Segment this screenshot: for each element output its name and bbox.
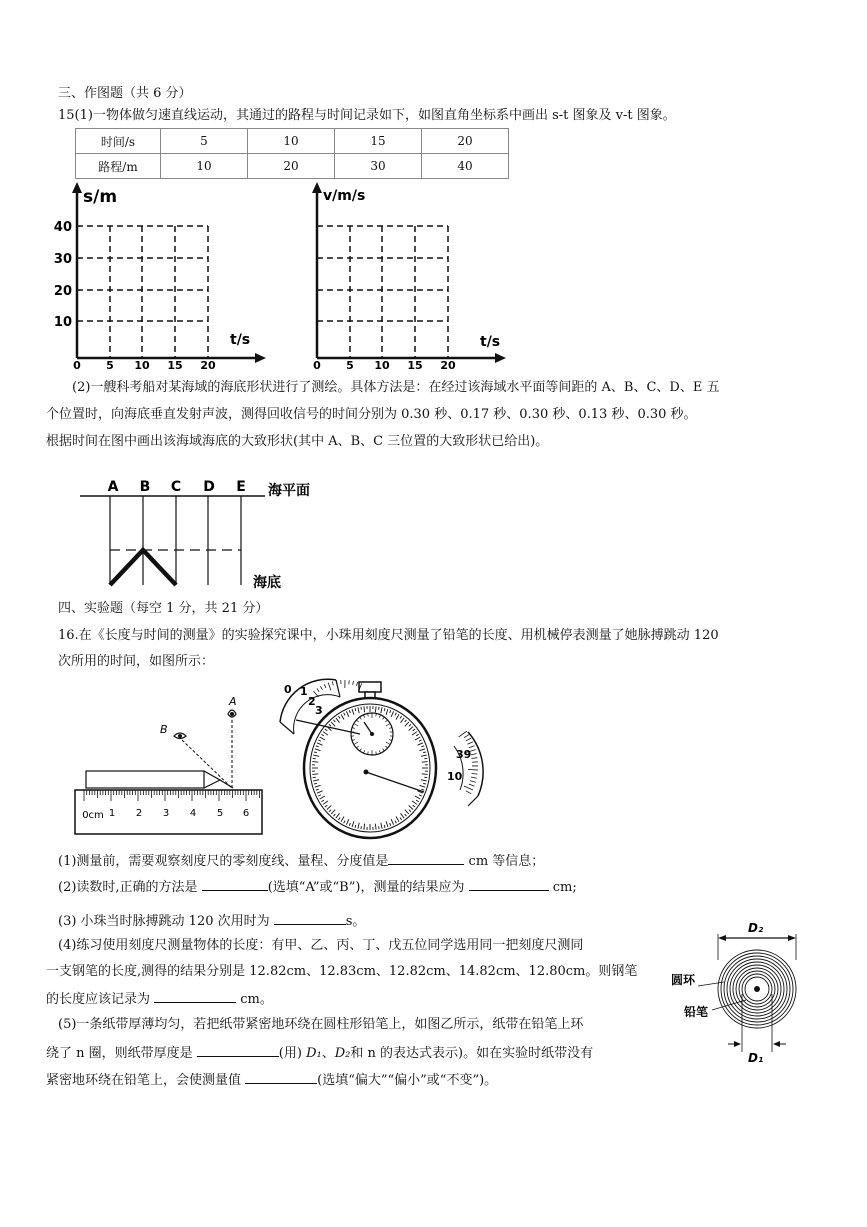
x-tick-label: 0 xyxy=(313,359,321,370)
table-row xyxy=(76,129,509,154)
tick-mark xyxy=(324,684,326,688)
v-t-ylabel: v/m/s xyxy=(323,188,366,204)
tick-mark xyxy=(468,769,478,770)
big-dial-label: 10 xyxy=(447,770,463,783)
tick-mark xyxy=(471,758,477,759)
q16-4-line3 xyxy=(46,990,273,1008)
s-t-xlabel: t/s xyxy=(230,332,251,348)
x-tick-label: 5 xyxy=(106,359,114,370)
q16-4-suffix: cm。 xyxy=(236,992,273,1007)
table-cell: 30 xyxy=(335,154,422,179)
eye-b-label: B xyxy=(160,723,168,736)
q16-3-text: (3) 小珠当时脉搏跳动 120 次用时为 xyxy=(58,914,274,929)
small-dial-label: 0 xyxy=(284,683,292,696)
q16-1 xyxy=(58,852,544,870)
tick-mark xyxy=(422,774,428,775)
q16-2-suffix: cm; xyxy=(548,880,577,895)
q16-2-text: (2)读数时,正确的方法是 xyxy=(58,880,202,895)
x-tick-label: 10 xyxy=(374,359,390,370)
tick-mark xyxy=(353,681,354,685)
table-row xyxy=(76,154,509,179)
q15-part2-line3: 根据时间在图中画出该海域海底的大致形状(其中 A、B、C 三位置的大致形状已给出)。 xyxy=(46,434,549,449)
q16-2-mid: (选填“A”或“B”)，测量的结果应为 xyxy=(267,880,469,895)
point-label-d: D xyxy=(203,479,215,495)
v-t-graph xyxy=(290,180,510,370)
q16-5-text: 绕了 n 圈，则纸带厚度是 xyxy=(46,1046,197,1061)
point-label-e: E xyxy=(236,479,246,495)
q15-part1-text: 15(1)一物体做匀速直线运动，其通过的路程与时间记录如下，如图直角坐标系中画出 s-t 图象及 v-t 图象。 xyxy=(58,108,676,123)
ring-label: 圆环 xyxy=(671,973,696,987)
sea-floor-diagram xyxy=(70,475,340,590)
table-cell: 路程/m xyxy=(76,154,161,179)
tick-mark xyxy=(364,824,365,830)
ruler-label: 5 xyxy=(216,808,224,819)
distance-time-table xyxy=(75,128,509,179)
ruler-label: 4 xyxy=(189,808,197,819)
tick-mark xyxy=(466,791,471,794)
section3-heading: 三、作图题（共 6 分） xyxy=(58,86,192,101)
d2-symbol: D₂ xyxy=(334,1046,351,1061)
tick-mark xyxy=(317,688,319,691)
q16-1-suffix: cm 等信息； xyxy=(464,854,545,869)
tick-mark xyxy=(364,706,365,712)
tick-mark xyxy=(464,786,473,790)
q16-intro-line1: 16.在《长度与时间的测量》的实验探究课中，小珠用刻度尺测量了铅笔的长度、用机械停表测量了她脉搏跳动 120 xyxy=(58,628,719,643)
tick-mark xyxy=(312,774,318,775)
q16-1-text: (1)测量前，需要观察刻度尺的零刻度线、量程、分度值是 xyxy=(58,854,389,869)
ruler-label: 2 xyxy=(135,808,143,819)
tick-mark xyxy=(471,754,477,755)
y-tick-label: 40 xyxy=(53,220,72,235)
x-tick-label: 10 xyxy=(134,359,150,370)
s-t-ylabel: s/m xyxy=(83,187,118,207)
q16-intro-line2: 次所用的时间，如图所示： xyxy=(58,654,215,669)
tick-mark xyxy=(332,681,333,685)
q16-3-suffix: s。 xyxy=(345,914,366,929)
table-cell: 20 xyxy=(422,129,509,154)
q16-3 xyxy=(58,912,365,930)
x-tick-label: 5 xyxy=(346,359,354,370)
v-t-xlabel: t/s xyxy=(480,334,501,350)
table-cell: 时间/s xyxy=(76,129,161,154)
answer-blank-thickness[interactable] xyxy=(197,1044,279,1057)
tick-mark xyxy=(375,706,376,712)
tick-mark xyxy=(469,784,475,786)
tick-mark xyxy=(375,824,376,830)
tick-mark xyxy=(312,762,318,763)
table-cell: 10 xyxy=(248,129,335,154)
q16-4-line2: 一支钢笔的长度,测得的结果分别是 12.82cm、12.83cm、12.82cm、14.82cm、12.80cm。则钢笔 xyxy=(46,964,638,979)
q15-part2-line1: (2)一艘科考船对某海域的海底形状进行了测绘。具体方法是：在经过该海域水平面等间距的 A、B、C、D、E 五 xyxy=(72,380,720,395)
x-tick-label: 15 xyxy=(167,359,183,370)
small-dial-label: 2 xyxy=(308,695,316,708)
point-label-a: A xyxy=(107,479,119,495)
pencil-label: 铅笔 xyxy=(684,1005,709,1019)
stopwatch-figure xyxy=(272,672,497,844)
s-t-graph xyxy=(50,180,270,370)
q16-2 xyxy=(58,878,577,896)
tick-mark xyxy=(471,777,477,778)
answer-blank-method[interactable] xyxy=(202,878,268,891)
table-cell: 40 xyxy=(422,154,509,179)
tick-mark xyxy=(467,742,472,744)
q16-5-line2 xyxy=(46,1044,593,1062)
x-tick-label: 0 xyxy=(73,359,81,370)
ruler-label: 3 xyxy=(162,808,170,819)
x-tick-label: 15 xyxy=(407,359,423,370)
tick-mark xyxy=(466,738,471,741)
section4-heading: 四、实验题（每空 1 分，共 21 分） xyxy=(58,601,269,616)
q15-part2-line2: 个位置时，向海底垂直发射声波，测得回收信号的时间分别为 0.30 秒、0.17 秒、0.30 秒、0.13 秒、0.30 秒。 xyxy=(46,407,697,422)
table-cell: 15 xyxy=(335,129,422,154)
small-dial-label: 1 xyxy=(300,685,308,698)
tick-mark xyxy=(470,781,476,783)
y-tick-label: 20 xyxy=(53,284,72,299)
sea-bottom-label: 海底 xyxy=(253,575,281,590)
x-tick-label: 20 xyxy=(440,359,456,370)
eye-a-label: A xyxy=(229,696,237,708)
big-dial-label: 39 xyxy=(456,748,472,761)
sea-surface-label: 海平面 xyxy=(268,483,310,499)
answer-blank-effect[interactable] xyxy=(245,1071,317,1084)
q16-5-suffix: (选填“偏大”“偏小”或“不变”)。 xyxy=(317,1073,498,1088)
d1-symbol: D₁ xyxy=(306,1046,322,1061)
answer-blank-division[interactable] xyxy=(388,852,464,865)
table-cell: 10 xyxy=(161,154,248,179)
q16-4-line1: (4)练习使用刻度尺测量物体的长度：有甲、乙、丙、丁、戊五位同学选用同一把刻度尺测同 xyxy=(58,938,584,953)
table-cell: 20 xyxy=(248,154,335,179)
answer-blank-time[interactable] xyxy=(274,912,346,925)
table-cell: 5 xyxy=(161,129,248,154)
ruler-label: 6 xyxy=(242,808,250,819)
coil-d1-label: D₁ xyxy=(748,1051,764,1065)
point-label-c: C xyxy=(170,479,182,495)
tick-mark xyxy=(422,762,428,763)
y-tick-label: 30 xyxy=(53,252,72,267)
coil-d2-label: D₂ xyxy=(748,921,764,935)
point-label-b: B xyxy=(139,479,151,495)
tick-mark xyxy=(356,682,357,686)
q16-5-mid: (用) xyxy=(278,1046,307,1061)
tick-mark xyxy=(320,686,322,689)
q16-5-sep: 、 xyxy=(321,1046,335,1061)
tick-mark xyxy=(464,735,469,738)
small-dial-label: 3 xyxy=(315,704,323,717)
ruler-label: 1 xyxy=(108,808,116,819)
ruler-figure xyxy=(70,696,270,838)
answer-blank-pen-length[interactable] xyxy=(154,990,236,1003)
q16-5-line3 xyxy=(46,1071,497,1089)
x-tick-label: 20 xyxy=(200,359,216,370)
q16-5-text2: 紧密地环绕在铅笔上，会使测量值 xyxy=(46,1073,246,1088)
q16-5-line1: (5)一条纸带厚薄均匀，若把纸带紧密地环绕在圆柱形铅笔上，如图乙所示，纸带在铅笔上环 xyxy=(58,1017,584,1032)
coil-figure xyxy=(668,916,808,1076)
tick-mark xyxy=(328,683,331,691)
q16-5-mid2: 和 n 的表达式表示)。如在实验时纸带没有 xyxy=(350,1046,594,1061)
answer-blank-length[interactable] xyxy=(469,878,549,891)
y-tick-label: 10 xyxy=(53,315,72,330)
tick-mark xyxy=(471,773,477,774)
ruler-label: 0cm xyxy=(82,810,104,821)
q16-4-text: 的长度应该记录为 xyxy=(46,992,155,1007)
tick-mark xyxy=(459,731,467,737)
